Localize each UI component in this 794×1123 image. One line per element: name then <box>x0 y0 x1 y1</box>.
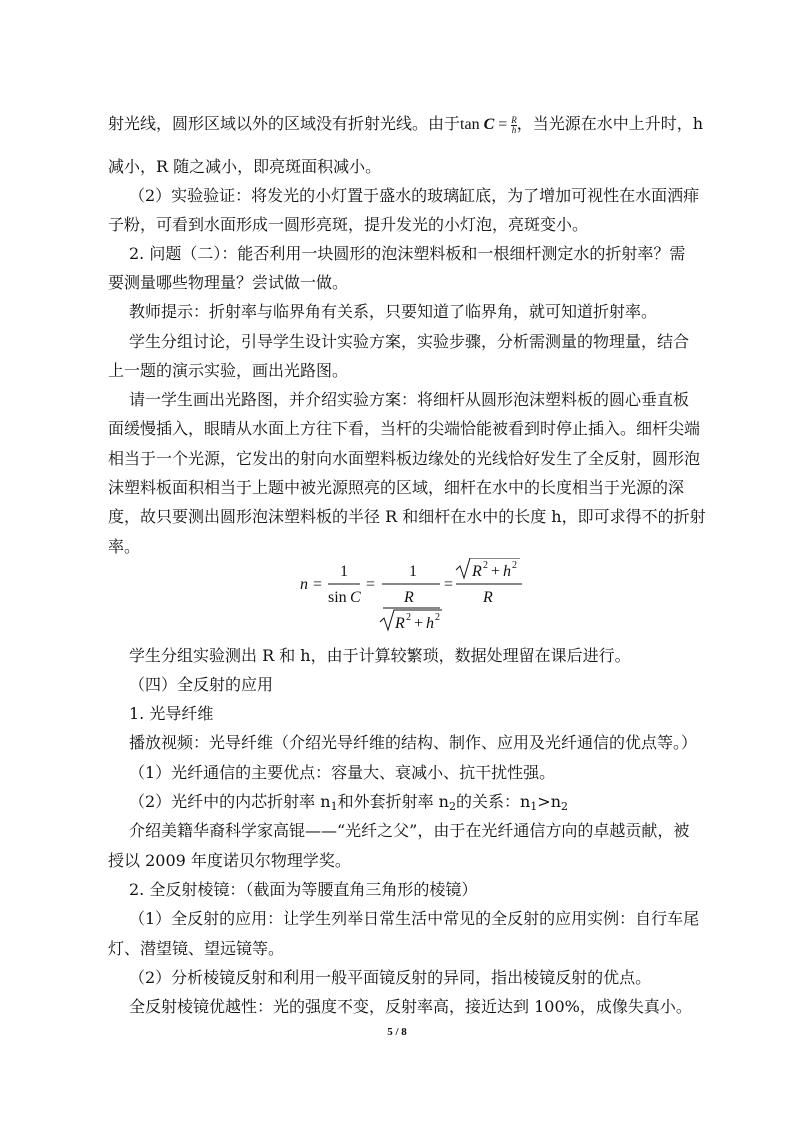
text-segment: ，当光源在水中上升时，h <box>516 114 704 133</box>
inline-formula-tan: tan C = $\frac{R}{h}$ <box>460 114 517 135</box>
paragraph-line: 减小，R 随之减小，即亮斑面积减小。 <box>108 157 382 176</box>
paragraph-line: 播放视频：光导纤维（介绍光导纤维的结构、制作、应用及光纤通信的优点等。） <box>129 733 698 752</box>
paragraph-line: 2. 问题（二）：能否利用一块圆形的泡沫塑料板和一根细杆测定水的折射率？需 <box>129 244 686 263</box>
formula-h: h <box>503 563 511 580</box>
formula-plus: + <box>414 615 424 632</box>
formula-numerator-1: 1 <box>340 563 348 580</box>
subscript: 2 <box>561 800 569 813</box>
paragraph-line: 度，故只要测出圆形泡沫塑料板的半径 R 和细杆在水中的长度 h，即可求得不的折射 <box>108 507 706 526</box>
refraction-index-formula <box>290 558 550 638</box>
subscript: 1 <box>530 800 538 813</box>
formula-r: R <box>483 589 493 606</box>
formula-plus: + <box>491 563 501 580</box>
paragraph-line: （1）全反射的应用：让学生列举日常生活中常见的全反射的应用实例：自行车尾 <box>129 909 700 928</box>
formula-exp: 2 <box>483 560 488 571</box>
formula-sin: sin <box>328 589 347 606</box>
paragraph-line: 学生分组讨论，引导学生设计实验方案，实验步骤，分析需测量的物理量，结合 <box>129 332 690 351</box>
paragraph-line: 面缓慢插入，眼睛从水面上方往下看，当杆的尖端恰能被看到时停止插入。细杆尖端 <box>108 419 701 438</box>
paragraph-line: 学生分组实验测出 R 和 h，由于计算较繁琐，数据处理留在课后进行。 <box>129 646 631 665</box>
formula-exp: 2 <box>512 560 517 571</box>
paragraph-line: 相当于一个光源，它发出的射向水面塑料板边缘处的光线恰好发生了全反射，圆形泡 <box>108 449 701 468</box>
paragraph-line: 教师提示：折射率与临界角有关系，只要知道了临界角，就可知道折射率。 <box>129 302 658 321</box>
formula-n: n <box>300 576 308 593</box>
subsection-heading: 2. 全反射棱镜：（截面为等腰直角三角形的棱镜） <box>129 880 478 899</box>
paragraph-line: 请一学生画出光路图，并介绍实验方案：将细杆从圆形泡沫塑料板的圆心垂直板 <box>129 390 690 409</box>
formula-eq: = <box>366 576 376 593</box>
formula-exp: 2 <box>406 612 411 623</box>
paragraph-line <box>129 792 568 812</box>
subscript: 1 <box>330 800 338 813</box>
paragraph-line: 全反射棱镜优越性：光的强度不变，反射率高，接近达到 100%，成像失真小。 <box>129 997 692 1016</box>
text-segment: 的关系：n <box>455 792 531 811</box>
formula-r: R <box>472 563 482 580</box>
text-segment: 射光线，圆形区域以外的区域没有折射光线。由于 <box>108 114 461 133</box>
formula-exp: 2 <box>435 612 440 623</box>
subscript: 2 <box>448 800 456 813</box>
formula-r: R <box>404 589 414 606</box>
paragraph-line: （1）光纤通信的主要优点：容量大、衰减小、抗干扰性强。 <box>129 763 556 782</box>
formula-eq: = <box>444 576 454 593</box>
paragraph-line: 率。 <box>108 537 141 556</box>
paragraph-line: 授以 2009 年度诺贝尔物理学奖。 <box>108 851 351 870</box>
paragraph-line: 要测量哪些物理量？尝试做一做。 <box>108 273 349 292</box>
formula-r: R <box>395 615 405 632</box>
paragraph-line: （2）分析棱镜反射和利用一般平面镜反射的异同，指出棱镜反射的优点。 <box>129 968 652 987</box>
text-segment: >n <box>537 792 562 811</box>
paragraph-line: 子粉，可看到水面形成一圆形亮斑，提升发光的小灯泡，亮斑变小。 <box>108 215 589 234</box>
formula-c: C <box>350 589 361 606</box>
paragraph-line: （2）实验验证：将发光的小灯置于盛水的玻璃缸底，为了增加可视性在水面洒痱 <box>129 186 700 205</box>
page-number: 5 / 8 <box>387 1026 407 1038</box>
text-segment: 和外套折射率 n <box>337 792 449 811</box>
formula-h: h <box>426 615 434 632</box>
subsection-heading: 1. 光导纤维 <box>129 704 214 723</box>
paragraph-line <box>108 114 703 135</box>
fraction-r-over-h: $\frac{R}{h}$ <box>511 114 517 135</box>
var-c: C <box>483 116 495 133</box>
formula-numerator-1: 1 <box>409 563 417 580</box>
paragraph-line: 沫塑料板面积相当于上题中被光源照亮的区域，细杆在水中的长度相当于光源的深 <box>108 478 685 497</box>
paragraph-line: 介绍美籍华裔科学家高锟——“光纤之父”，由于在光纤通信方向的卓越贡献，被 <box>129 821 690 840</box>
paragraph-line: 灯、潜望镜、望远镜等。 <box>108 939 285 958</box>
formula-eq: = <box>313 576 323 593</box>
paragraph-line: 上一题的演示实验，画出光路图。 <box>108 361 349 380</box>
section-heading: （四）全反射的应用 <box>129 675 274 694</box>
text-segment: （2）光纤中的内芯折射率 n <box>129 792 331 811</box>
